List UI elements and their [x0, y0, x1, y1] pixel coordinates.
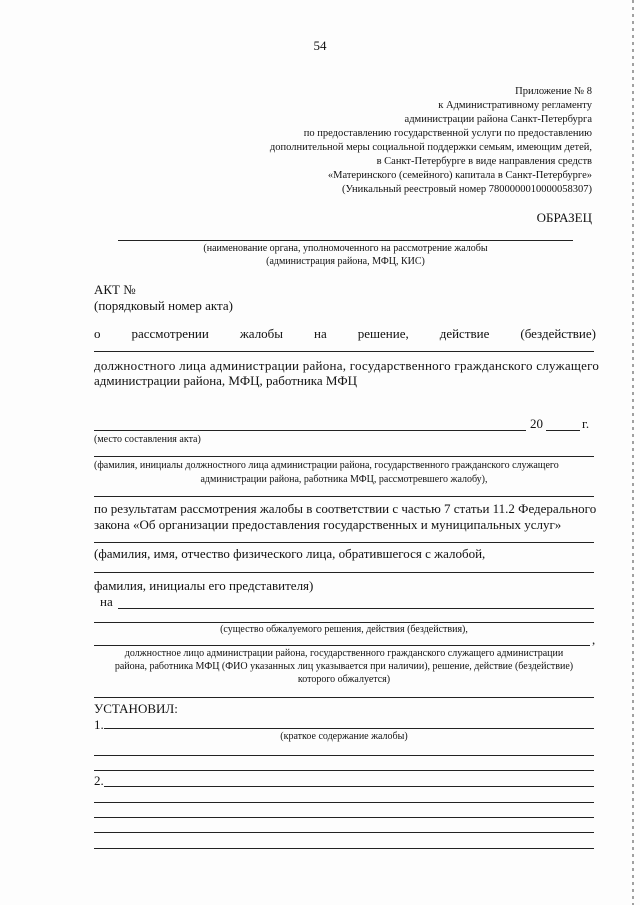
act-title: АКТ № — [94, 282, 136, 297]
header-line-7: «Материнского (семейного) капитала в Санкт-Петербурге» — [327, 170, 592, 181]
item-2-line-2 — [94, 802, 594, 803]
item-1-number: 1. — [94, 717, 104, 732]
about-word-5: решение, — [357, 326, 409, 341]
header-line-3: администрации района Санкт-Петербурга — [404, 114, 592, 125]
header-line-8: (Уникальный реестровый номер 7800000010000058307) — [342, 184, 592, 195]
subject-line — [94, 622, 594, 623]
act-number-caption: (порядковый номер акта) — [94, 298, 233, 313]
year-line — [546, 430, 580, 431]
date-year-prefix: 20 — [530, 416, 543, 431]
appealed-caption-2: района, работника МФЦ (ФИО указанных лиц указывается при наличии), решение, действие (бездействие) — [114, 661, 574, 672]
result-fill-line — [94, 542, 594, 543]
applicant-line — [94, 572, 594, 573]
applicant-caption-2: фамилия, инициалы его представителя) — [94, 578, 314, 593]
authority-line — [118, 240, 573, 241]
reviewer-line — [94, 456, 594, 457]
item-1-line-3 — [94, 770, 594, 771]
appealed-caption-1: должностное лицо администрации района, государственного гражданского служащего администрации — [124, 648, 564, 659]
item-2-line-5 — [94, 848, 594, 849]
header-line-4: по предоставлению государственной услуги по предоставлению — [303, 128, 592, 139]
about-line — [94, 326, 596, 342]
header-line-2: к Административному регламенту — [438, 100, 592, 111]
on-line — [118, 608, 594, 609]
header-line-1: Приложение № 8 — [515, 86, 592, 97]
official-line-1: должностного лица администрации района, государственного гражданского служащего — [94, 358, 600, 373]
item-2-line-4 — [94, 832, 594, 833]
applicant-caption-1: (фамилия, имя, отчество физического лица, обратившегося с жалобой, — [94, 546, 486, 561]
about-word-4: на — [314, 326, 327, 341]
about-word-3: жалобы — [239, 326, 284, 341]
on-word: на — [100, 594, 113, 609]
reviewer-caption-2: администрации района, работника МФЦ, рассмотревшего жалобу), — [200, 474, 488, 485]
sample-label: ОБРАЗЕЦ — [536, 210, 592, 225]
appealed-caption-3: которого обжалуется) — [297, 674, 391, 685]
item-2-number: 2. — [94, 773, 104, 788]
reviewer-line-2 — [94, 496, 594, 497]
item-2-line-3 — [94, 817, 594, 818]
appealed-line — [94, 645, 590, 646]
appealed-line-2 — [94, 697, 594, 698]
authority-caption-2: (администрация района, МФЦ, КИС) — [266, 256, 425, 267]
scan-edge — [632, 0, 634, 905]
header-line-5: дополнительной меры социальной поддержки семьям, имеющим детей, — [269, 142, 592, 153]
about-word-7: (бездействие) — [520, 326, 596, 341]
date-year-suffix: г. — [582, 416, 590, 431]
comma-mark: , — [592, 632, 596, 647]
authority-caption-1: (наименование органа, уполномоченного на рассмотрение жалобы — [203, 243, 488, 254]
about-word-1: о — [94, 326, 101, 341]
place-line — [94, 430, 526, 431]
about-fill-line — [94, 351, 594, 352]
established-label: УСТАНОВИЛ: — [94, 701, 178, 716]
summary-caption: (краткое содержание жалобы) — [280, 731, 408, 742]
official-line-2: администрации района, МФЦ, работника МФЦ — [94, 373, 357, 388]
reviewer-caption-1: (фамилия, инициалы должностного лица администрации района, государственного гражданского служащего — [94, 460, 559, 471]
about-word-2: рассмотрении — [131, 326, 209, 341]
about-word-6: действие — [439, 326, 490, 341]
header-line-6: в Санкт-Петербурге в виде направления средств — [376, 156, 592, 167]
item-2-line — [104, 786, 594, 787]
item-1-line-2 — [94, 755, 594, 756]
subject-caption: (существо обжалуемого решения, действия (бездействия), — [220, 624, 468, 635]
result-line-1: по результатам рассмотрения жалобы в соответствии с частью 7 статьи 11.2 Федерального — [94, 501, 597, 516]
result-line-2: закона «Об организации предоставления государственных и муниципальных услуг» — [94, 517, 562, 532]
page-number: 54 — [313, 38, 327, 53]
item-1-line — [104, 728, 594, 729]
place-caption: (место составления акта) — [94, 434, 201, 445]
